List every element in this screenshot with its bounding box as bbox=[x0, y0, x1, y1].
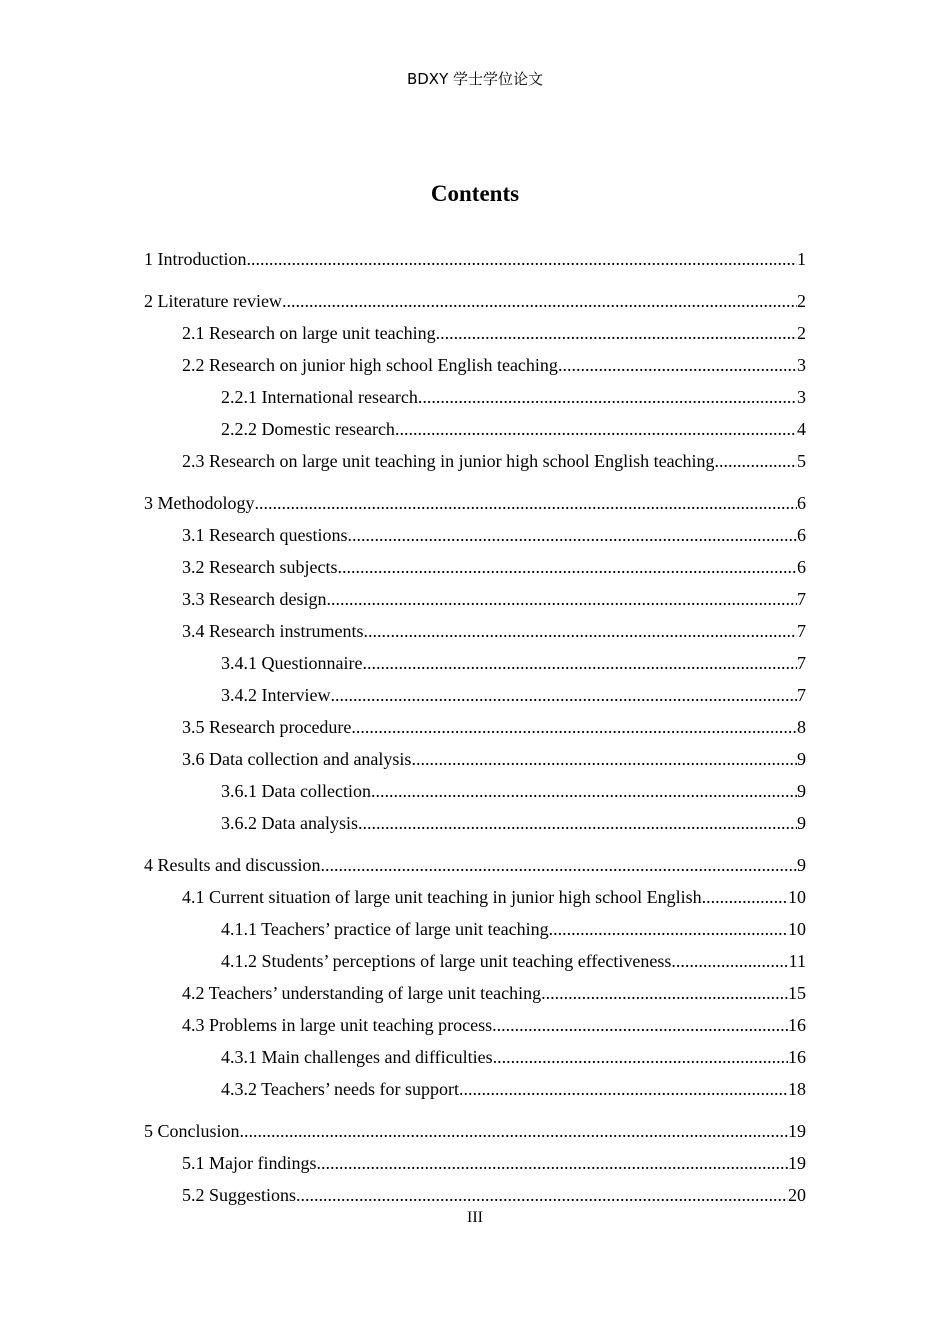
toc-entry-page-number: 16 bbox=[788, 1015, 806, 1035]
toc-entry-label: 2.2 Research on junior high school English teaching bbox=[182, 355, 558, 375]
toc-entry-page-number: 10 bbox=[788, 887, 806, 907]
contents-title: Contents bbox=[430, 181, 520, 206]
page-number-footer: III bbox=[467, 1209, 483, 1226]
toc-leader-dots bbox=[351, 713, 797, 741]
toc-entry-label: 3.6.2 Data analysis bbox=[221, 813, 358, 833]
toc-entry[interactable] bbox=[144, 489, 806, 521]
toc-entry-label: 2.3 Research on large unit teaching in junior high school English teaching bbox=[182, 451, 715, 471]
toc-leader-dots bbox=[240, 1117, 788, 1145]
toc-entry-label: 3.1 Research questions bbox=[182, 525, 348, 545]
toc-entry[interactable] bbox=[144, 851, 806, 883]
toc-entry-label: 3.4.1 Questionnaire bbox=[221, 653, 363, 673]
toc-entry-label: 3.4.2 Interview bbox=[221, 685, 331, 705]
toc-entry[interactable] bbox=[144, 915, 806, 947]
toc-leader-dots bbox=[395, 415, 797, 443]
toc-leader-dots bbox=[330, 681, 797, 709]
toc-leader-dots bbox=[255, 489, 798, 517]
toc-entry[interactable] bbox=[144, 681, 806, 713]
toc-leader-dots bbox=[541, 979, 788, 1007]
toc-entry[interactable] bbox=[144, 287, 806, 319]
toc-entry-page-number: 19 bbox=[788, 1121, 806, 1141]
toc-leader-dots bbox=[371, 777, 797, 805]
toc-leader-dots bbox=[549, 915, 788, 943]
toc-entry-page-number: 1 bbox=[797, 249, 806, 269]
toc-entry[interactable] bbox=[144, 1075, 806, 1107]
toc-entry[interactable] bbox=[144, 521, 806, 553]
toc-entry-page-number: 7 bbox=[797, 685, 806, 705]
toc-entry[interactable] bbox=[144, 1011, 806, 1043]
toc-leader-dots bbox=[459, 1075, 788, 1103]
toc-entry[interactable] bbox=[144, 415, 806, 447]
toc-entry-page-number: 6 bbox=[797, 525, 806, 545]
toc-leader-dots bbox=[321, 851, 797, 879]
toc-entry-page-number: 3 bbox=[797, 355, 806, 375]
toc-entry[interactable] bbox=[144, 745, 806, 777]
toc-entry-label: 2.2.2 Domestic research bbox=[221, 419, 395, 439]
toc-leader-dots bbox=[671, 947, 788, 975]
toc-entry[interactable] bbox=[144, 713, 806, 745]
toc-entry[interactable] bbox=[144, 1149, 806, 1181]
toc-entry-label: 3.4 Research instruments bbox=[182, 621, 364, 641]
toc-leader-dots bbox=[246, 245, 797, 273]
toc-entry-label: 4.1 Current situation of large unit teaching in junior high school English bbox=[182, 887, 702, 907]
toc-entry-page-number: 7 bbox=[797, 589, 806, 609]
toc-leader-dots bbox=[363, 617, 797, 645]
toc-entry-page-number: 20 bbox=[788, 1185, 806, 1205]
toc-entry-page-number: 3 bbox=[797, 387, 806, 407]
toc-entry-page-number: 6 bbox=[797, 557, 806, 577]
toc-entry-page-number: 9 bbox=[797, 813, 806, 833]
toc-entry-label: 4.1.2 Students’ perceptions of large unit teaching effectiveness bbox=[221, 951, 672, 971]
toc-entry-page-number: 7 bbox=[797, 653, 806, 673]
toc-leader-dots bbox=[326, 585, 797, 613]
toc-entry[interactable] bbox=[144, 979, 806, 1011]
toc-entry-page-number: 10 bbox=[788, 919, 806, 939]
toc-entry-page-number: 4 bbox=[797, 419, 806, 439]
toc-entry[interactable] bbox=[144, 883, 806, 915]
toc-leader-dots bbox=[362, 649, 797, 677]
toc-entry-label: 3.6 Data collection and analysis bbox=[182, 749, 412, 769]
toc-entry[interactable] bbox=[144, 649, 806, 681]
toc-leader-dots bbox=[558, 351, 797, 379]
toc-entry-label: 2 Literature review bbox=[144, 291, 282, 311]
toc-leader-dots bbox=[317, 1149, 789, 1177]
toc-entry[interactable] bbox=[144, 351, 806, 383]
toc-leader-dots bbox=[337, 553, 797, 581]
toc-leader-dots bbox=[418, 383, 797, 411]
toc-entry-label: 2.1 Research on large unit teaching bbox=[182, 323, 436, 343]
toc-entry[interactable] bbox=[144, 383, 806, 415]
toc-entry-label: 2.2.1 International research bbox=[221, 387, 418, 407]
toc-entry-page-number: 9 bbox=[797, 749, 806, 769]
toc-leader-dots bbox=[436, 319, 797, 347]
toc-entry-label: 3.2 Research subjects bbox=[182, 557, 338, 577]
toc-entry-page-number: 2 bbox=[797, 323, 806, 343]
toc-entry-label: 4.3.1 Main challenges and difficulties bbox=[221, 1047, 493, 1067]
toc-entry[interactable] bbox=[144, 1043, 806, 1075]
toc-entry-page-number: 19 bbox=[788, 1153, 806, 1173]
toc-entry-page-number: 2 bbox=[797, 291, 806, 311]
toc-leader-dots bbox=[411, 745, 797, 773]
toc-entry-label: 3.3 Research design bbox=[182, 589, 327, 609]
toc-entry-page-number: 5 bbox=[797, 451, 806, 471]
toc-entry[interactable] bbox=[144, 777, 806, 809]
table-of-contents bbox=[144, 245, 806, 1213]
toc-entry[interactable] bbox=[144, 553, 806, 585]
toc-entry[interactable] bbox=[144, 245, 806, 277]
toc-entry-label: 3.6.1 Data collection bbox=[221, 781, 371, 801]
toc-entry-label: 5 Conclusion bbox=[144, 1121, 240, 1141]
toc-entry-page-number: 9 bbox=[797, 855, 806, 875]
toc-leader-dots bbox=[358, 809, 797, 837]
toc-entry-page-number: 9 bbox=[797, 781, 806, 801]
toc-entry[interactable] bbox=[144, 1117, 806, 1149]
toc-entry-label: 5.1 Major findings bbox=[182, 1153, 317, 1173]
toc-entry-page-number: 8 bbox=[797, 717, 806, 737]
toc-entry-page-number: 16 bbox=[788, 1047, 806, 1067]
toc-entry-page-number: 11 bbox=[788, 951, 806, 971]
page-header: BDXY 学士学位论文 bbox=[406, 70, 544, 88]
toc-entry-label: 3 Methodology bbox=[144, 493, 255, 513]
toc-entry[interactable] bbox=[144, 617, 806, 649]
toc-entry[interactable] bbox=[144, 585, 806, 617]
toc-entry-label: 1 Introduction bbox=[144, 249, 247, 269]
toc-entry-label: 4.1.1 Teachers’ practice of large unit teaching bbox=[221, 919, 549, 939]
toc-entry-page-number: 6 bbox=[797, 493, 806, 513]
toc-leader-dots bbox=[282, 287, 797, 315]
toc-entry[interactable] bbox=[144, 947, 806, 979]
toc-leader-dots bbox=[493, 1043, 788, 1071]
toc-entry[interactable] bbox=[144, 447, 806, 479]
toc-entry-label: 5.2 Suggestions bbox=[182, 1185, 297, 1205]
toc-entry-label: 4.2 Teachers’ understanding of large unit teaching bbox=[182, 983, 542, 1003]
toc-entry-label: 4.3.2 Teachers’ needs for support bbox=[221, 1079, 459, 1099]
toc-entry-page-number: 18 bbox=[788, 1079, 806, 1099]
toc-leader-dots bbox=[347, 521, 797, 549]
toc-entry[interactable] bbox=[144, 809, 806, 841]
toc-entry-label: 4.3 Problems in large unit teaching process bbox=[182, 1015, 493, 1035]
toc-leader-dots bbox=[492, 1011, 788, 1039]
toc-leader-dots bbox=[296, 1181, 788, 1209]
toc-entry[interactable] bbox=[144, 319, 806, 351]
toc-leader-dots bbox=[715, 447, 797, 475]
toc-entry-label: 4 Results and discussion bbox=[144, 855, 321, 875]
toc-entry-page-number: 15 bbox=[788, 983, 806, 1003]
toc-entry-page-number: 7 bbox=[797, 621, 806, 641]
toc-entry-label: 3.5 Research procedure bbox=[182, 717, 352, 737]
toc-leader-dots bbox=[702, 883, 788, 911]
